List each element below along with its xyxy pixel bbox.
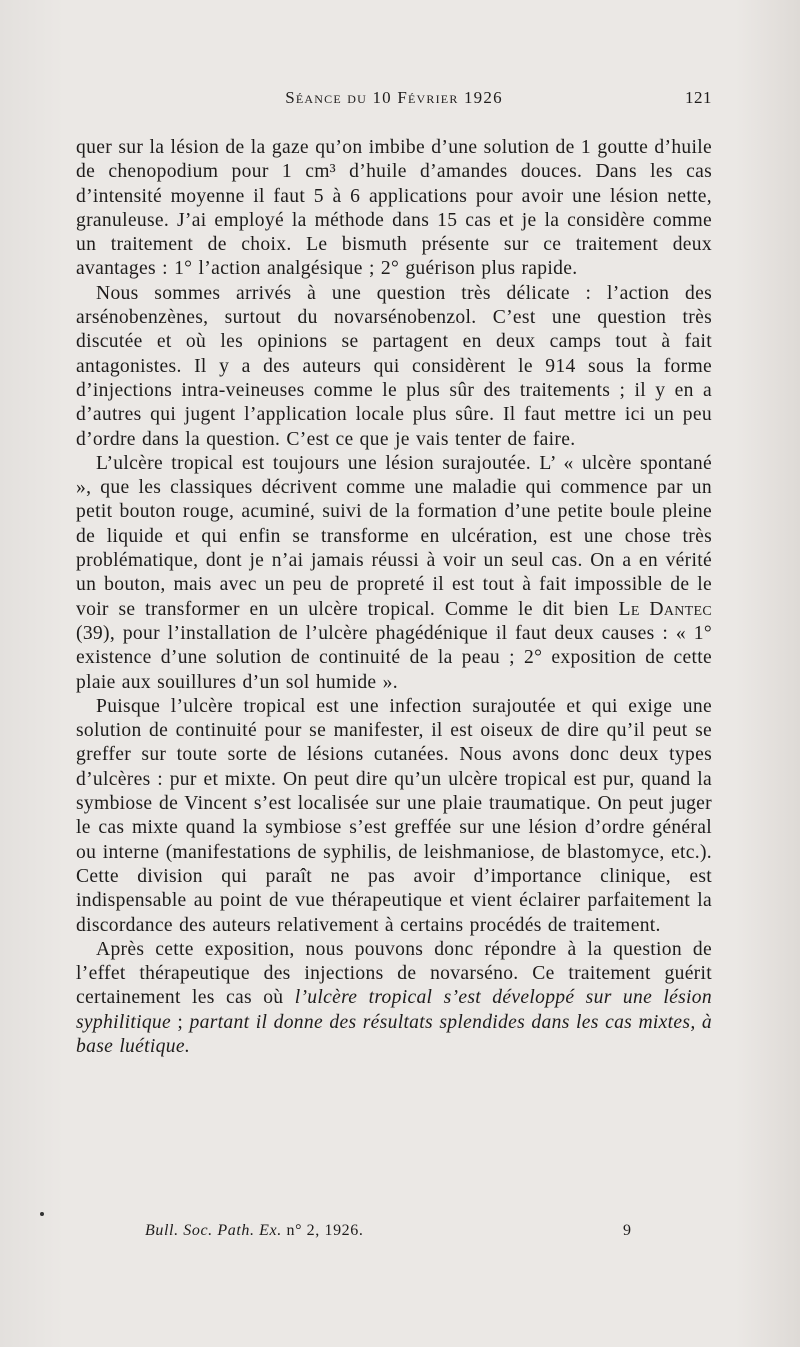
body-text [76, 136, 712, 1059]
paragraph-text: ; [171, 1011, 190, 1033]
footer [145, 1222, 645, 1246]
signature-mark: 9 [623, 1222, 631, 1239]
paragraph [76, 282, 712, 452]
paragraph [76, 136, 712, 282]
journal-citation [145, 1222, 363, 1240]
italic-text: l’ulcère tropical s’est développé sur une lésion syphilitique [76, 987, 712, 1033]
author-name: Le Dantec [618, 598, 713, 620]
paragraph-text: Nous sommes arrivés à une question très délicate : l’action des arsénobenzènes, surtout du novarsénobenzol. C’est une question très discutée et où les opinions se partagent en deux camps tout à fait antagonistes. Il y a des auteurs qui considèrent le 914 sous la forme d’injections intra-veineuses comme le plus sûr des traitements ; il y en a d’autres qui jugent l’application locale plus sûre. Il faut mettre ici un peu d’ordre dans la question. C’est ce que je vais tenter de faire. [76, 282, 712, 450]
margin-dot [40, 1212, 44, 1216]
paragraph [76, 452, 712, 695]
paragraph-text: Puisque l’ulcère tropical est une infection surajoutée et qui exige une solution de continuité pour se manifester, il est oiseux de dire qu’il peut se greffer sur toute sorte de lésions cutanées. Nous avons donc deux types d’ulcères : pur et mixte. On peut dire qu’un ulcère tropical est pur, quand la symbiose de Vincent s’est localisée sur une plaie traumatique. On peut juger le cas mixte quand la symbiose s’est greffée sur une lésion d’ordre général ou interne (manifestations de syphilis, de leishmaniose, de blastomyce, etc.). Cette division qui paraît ne pas avoir d’importance clinique, est indispensable au point de vue thérapeutique et vient éclairer parfaitement la discordance des auteurs relativement à certains procédés de traitement. [76, 695, 712, 936]
running-head [76, 88, 712, 112]
italic-text: partant il donne des résultats splendides dans les cas mixtes, à base luétique. [76, 1011, 712, 1057]
paragraph-text: (39), pour l’installation de l’ulcère phagédénique il faut deux causes : « 1° existence d’une solution de continuité de la peau ; 2° exposition de cette plaie aux souillures d’un sol humide ». [76, 622, 712, 693]
paragraph-text: quer sur la lésion de la gaze qu’on imbibe d’une solution de 1 goutte d’huile de chenopodium pour 1 cm³ d’huile d’amandes douces. Dans les cas d’intensité moyenne il faut 5 à 6 applications pour avoir une lésion nette, granuleuse. J’ai employé la méthode dans 15 cas et je la considère comme un traitement de choix. Le bismuth présente sur ce traitement deux avantages : 1° l’action analgésique ; 2° guérison plus rapide. [76, 137, 712, 280]
paragraph [76, 938, 712, 1059]
running-head-title: Séance du 10 Février 1926 [285, 88, 503, 107]
page-number: 121 [685, 88, 712, 107]
paragraph-text: Après cette exposition, nous pouvons donc répondre à la question de l’effet thérapeutique des injections de novarséno. Ce traitement guérit certainement les cas où [76, 938, 712, 1009]
paragraph-text: L’ulcère tropical est toujours une lésion surajoutée. L’ « ulcère spontané », que les classiques décrivent comme une maladie qui commence par un petit bouton rouge, acuminé, suivi de la formation d’une petite boule pleine de liquide et qui enfin se transforme en ulcération, est une chose très problématique, dont je n’ai jamais réussi à voir un seul cas. On a en vérité un bouton, mais avec un peu de propreté il est tout à fait impossible de le voir se transformer en un ulcère tropical. Comme le dit bien [76, 452, 712, 620]
journal-name: Bull. Soc. Path. Ex. [145, 1222, 282, 1239]
journal-issue: n° 2, 1926. [286, 1222, 364, 1239]
paragraph [76, 695, 712, 938]
